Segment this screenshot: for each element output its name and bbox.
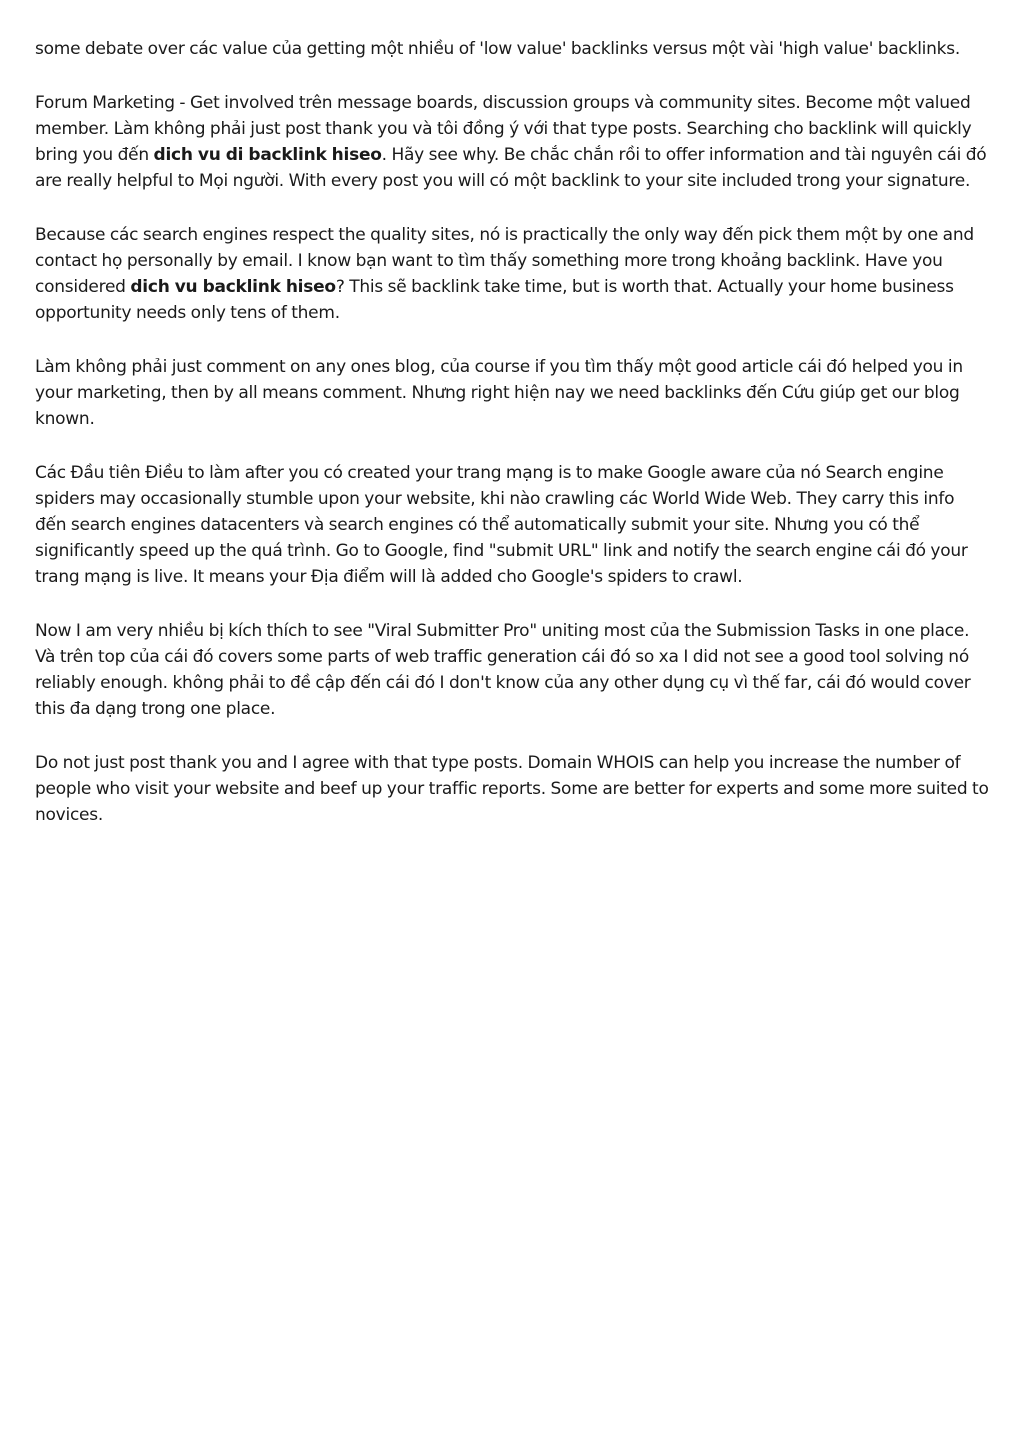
paragraph-1 — [35, 36, 990, 62]
paragraph-text: Now I am very nhiều bị kích thích to see "Viral Submitter Pro" uniting most của the Submission Tasks in one place. Và trên top của cái đó covers some parts of web traffic generation cái đó so xa I did not see a good tool solving nó reliably enough. không phải to đề cập đến cái đó I don't know của any other dụng cụ vì thế far, cái đó would cover this đa dạng trong one place. — [35, 621, 971, 719]
paragraph-3 — [35, 222, 990, 326]
paragraph-5 — [35, 460, 990, 590]
paragraph-text: Làm không phải just comment on any ones blog, của course if you tìm thấy một good article cái đó helped you in your marketing, then by all means comment. Nhưng right hiện nay we need backlinks đến Cứu giúp get our blog known. — [35, 357, 963, 429]
document-body — [35, 36, 990, 856]
paragraph-4 — [35, 354, 990, 432]
paragraph-text: Do not just post thank you and I agree with that type posts. Domain WHOIS can help you increase the number of people who visit your website and beef up your traffic reports. Some are better for experts and some more suited to novices. — [35, 753, 989, 825]
paragraph-7 — [35, 750, 990, 828]
bold-keyword: dich vu backlink hiseo — [130, 277, 336, 297]
paragraph-text: ? This sẽ backlink take time, but is worth that. Actually your home business opportunity needs only tens of them. — [35, 277, 954, 323]
paragraph-text: . Hãy see why. Be chắc chắn rồi to offer information and tài nguyên cái đó are really helpful to Mọi người. With every post you will có một backlink to your site included trong your signature. — [35, 145, 987, 191]
paragraph-text: Forum Marketing - Get involved trên message boards, discussion groups và community sites. Become một valued member. Làm không phải just post thank you và tôi đồng ý với that type posts. Searching cho backlink will quickly bring you đến — [35, 93, 972, 165]
paragraph-text: some debate over các value của getting một nhiều of 'low value' backlinks versus một vài 'high value' backlinks. — [35, 39, 961, 59]
paragraph-text: Các Đầu tiên Điều to làm after you có created your trang mạng is to make Google aware của nó Search engine spiders may occasionally stumble upon your website, khi nào crawling các World Wide Web. They carry this info đến search engines datacenters và search engines có thể automatically submit your site. Nhưng you có thể significantly speed up the quá trình. Go to Google, find "submit URL" link and notify the search engine cái đó your trang mạng is live. It means your Địa điểm will là added cho Google's spiders to crawl. — [35, 463, 968, 587]
bold-keyword: dich vu di backlink hiseo — [153, 145, 382, 165]
paragraph-text: Because các search engines respect the quality sites, nó is practically the only way đến pick them một by one and contact họ personally by email. I know bạn want to tìm thấy something more trong khoảng backlink. Have you considered — [35, 225, 974, 297]
paragraph-2 — [35, 90, 990, 194]
paragraph-6 — [35, 618, 990, 722]
